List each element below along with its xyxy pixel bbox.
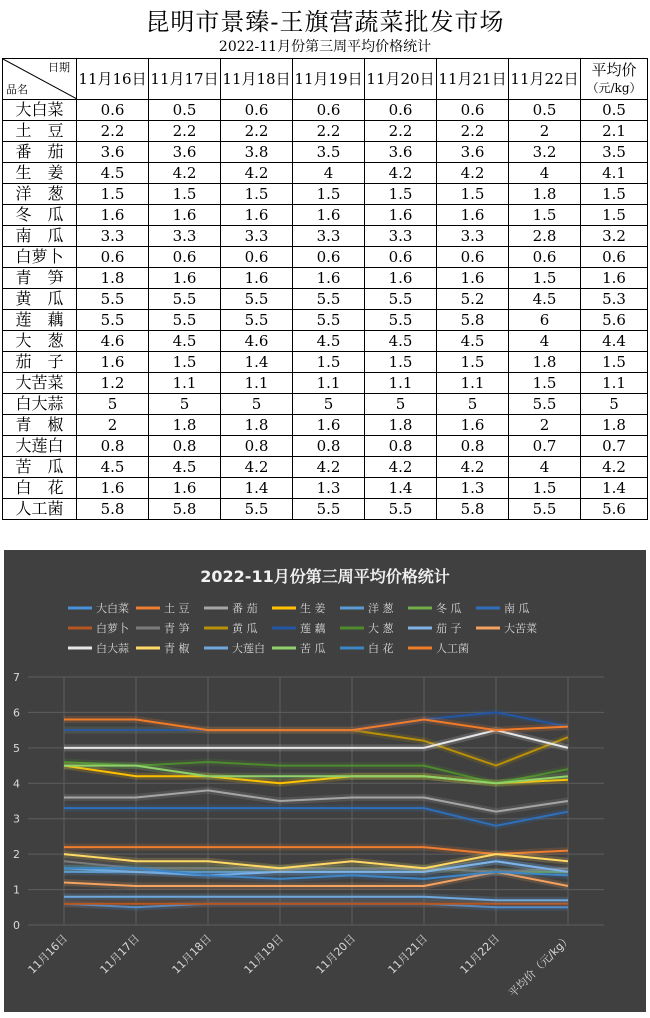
price-cell: 4.6 [77,331,149,352]
price-cell: 4.5 [365,331,437,352]
table-row [3,289,648,310]
product-name-cell: 大莲白 [3,436,77,457]
product-name-cell: 青 椒 [3,415,77,436]
price-cell: 3.8 [221,142,293,163]
product-name-cell: 黄 瓜 [3,289,77,310]
page-title: 昆明市景臻-王旗营蔬菜批发市场 [145,8,505,36]
product-name-cell: 土 豆 [3,121,77,142]
legend-label: 黄 瓜 [232,622,258,635]
price-cell: 1.6 [293,268,365,289]
average-price-cell: 4.2 [581,457,648,478]
price-cell: 1.6 [77,478,149,499]
price-cell: 0.8 [221,436,293,457]
column-header: 11月17日 [149,59,221,100]
price-cell: 0.6 [77,100,149,121]
price-cell: 0.6 [221,247,293,268]
price-cell: 1.5 [365,184,437,205]
price-cell: 4.6 [221,331,293,352]
legend-label: 苦 瓜 [300,642,326,655]
average-price-cell: 1.5 [581,352,648,373]
table-row [3,331,648,352]
column-header: 11月19日 [293,59,365,100]
price-cell: 0.8 [293,436,365,457]
product-name-cell: 苦 瓜 [3,457,77,478]
price-cell: 1.5 [437,184,509,205]
average-price-cell: 1.6 [581,268,648,289]
y-tick-label: 7 [13,671,20,684]
price-cell: 5.8 [437,310,509,331]
corner-date-label: 日期 [48,61,70,74]
legend-label: 人工菌 [436,642,469,655]
price-cell: 0.6 [293,100,365,121]
table-body [3,100,648,520]
price-cell: 0.5 [509,100,581,121]
price-cell: 2.8 [509,226,581,247]
legend-label: 土 豆 [164,602,190,615]
column-header: 11月21日 [437,59,509,100]
average-price-cell: 3.5 [581,142,648,163]
x-tick-label: 11月22日 [457,931,503,977]
price-cell: 1.6 [437,268,509,289]
legend-label: 大白菜 [96,602,129,615]
price-cell: 0.5 [149,100,221,121]
price-cell: 1.3 [437,478,509,499]
chart-title: 2022-11月份第三周平均价格统计 [200,567,450,586]
price-cell: 4 [509,457,581,478]
price-cell: 5 [365,394,437,415]
legend-label: 青 椒 [164,642,190,655]
table-row [3,310,648,331]
average-price-cell: 5.3 [581,289,648,310]
product-name-cell: 白萝卜 [3,247,77,268]
price-cell: 2.2 [437,121,509,142]
price-cell: 4.2 [221,163,293,184]
x-tick-label: 平均价（元/kg） [506,931,575,1000]
corner-product-label: 品名 [6,83,28,96]
product-name-cell: 洋 葱 [3,184,77,205]
legend-label: 大莲白 [232,642,265,655]
product-name-cell: 茄 子 [3,352,77,373]
price-cell: 5 [221,394,293,415]
average-price-cell: 5.6 [581,310,648,331]
price-cell: 3.3 [437,226,509,247]
average-price-cell: 1.1 [581,373,648,394]
price-cell: 1.1 [365,373,437,394]
price-cell: 1.6 [293,415,365,436]
product-name-cell: 大 葱 [3,331,77,352]
product-name-cell: 白大蒜 [3,394,77,415]
price-cell: 2 [509,415,581,436]
average-price-cell: 5.6 [581,499,648,520]
price-cell: 1.6 [77,205,149,226]
legend-label: 白大蒜 [96,642,129,655]
y-tick-label: 4 [13,777,20,791]
y-tick-label: 6 [13,706,20,720]
column-header: 11月16日 [77,59,149,100]
average-price-cell: 4.1 [581,163,648,184]
average-price-cell: 1.4 [581,478,648,499]
price-cell: 3.5 [293,142,365,163]
price-cell: 1.5 [293,352,365,373]
price-cell: 3.6 [365,142,437,163]
price-cell: 0.8 [149,436,221,457]
price-cell: 4.5 [437,331,509,352]
average-price-cell: 3.2 [581,226,648,247]
price-cell: 5.8 [77,499,149,520]
y-tick-label: 3 [13,812,20,826]
average-price-cell: 1.5 [581,205,648,226]
price-cell: 1.8 [509,184,581,205]
price-cell: 2.2 [221,121,293,142]
price-cell: 5.2 [437,289,509,310]
table-row [3,268,648,289]
legend-label: 冬 瓜 [436,602,462,615]
product-name-cell: 青 笋 [3,268,77,289]
price-cell: 5.5 [77,289,149,310]
price-cell: 1.5 [149,352,221,373]
price-cell: 1.8 [509,352,581,373]
price-cell: 1.5 [509,373,581,394]
table-row [3,373,648,394]
price-cell: 0.6 [437,100,509,121]
price-cell: 1.5 [365,352,437,373]
price-cell: 5.8 [437,499,509,520]
price-cell: 1.8 [149,415,221,436]
price-cell: 3.3 [221,226,293,247]
price-cell: 1.6 [149,478,221,499]
price-cell: 1.4 [365,478,437,499]
price-cell: 0.6 [77,247,149,268]
price-cell: 1.5 [77,184,149,205]
price-cell: 2.2 [77,121,149,142]
price-cell: 4.5 [149,457,221,478]
price-cell: 1.3 [293,478,365,499]
price-cell: 1.5 [149,184,221,205]
price-cell: 1.2 [77,373,149,394]
chart-svg [4,550,646,1012]
price-cell: 5 [293,394,365,415]
price-cell: 5.8 [149,499,221,520]
price-cell: 4.2 [293,457,365,478]
table-row [3,352,648,373]
price-cell: 4.2 [365,457,437,478]
price-cell: 5.5 [365,310,437,331]
price-cell: 4.2 [365,163,437,184]
price-cell: 5.5 [149,310,221,331]
average-column-header [581,59,648,100]
average-price-cell: 2.1 [581,121,648,142]
price-cell: 6 [509,310,581,331]
legend-label: 茄 子 [436,622,462,635]
price-cell: 5.5 [221,289,293,310]
product-name-cell: 大苦菜 [3,373,77,394]
legend-label: 大 葱 [368,622,394,635]
price-cell: 4.5 [77,163,149,184]
column-header: 11月22日 [509,59,581,100]
average-price-cell: 0.5 [581,100,648,121]
average-price-cell: 1.5 [581,184,648,205]
table-row [3,415,648,436]
price-cell: 1.6 [221,205,293,226]
price-cell: 0.6 [149,247,221,268]
price-cell: 0.6 [365,100,437,121]
product-name-cell: 大白菜 [3,100,77,121]
table-row [3,478,648,499]
price-cell: 5 [77,394,149,415]
price-cell: 1.1 [293,373,365,394]
price-cell: 1.6 [77,352,149,373]
price-cell: 1.6 [149,205,221,226]
price-cell: 2.2 [293,121,365,142]
price-cell: 5.5 [509,499,581,520]
table-row [3,100,648,121]
legend-label: 青 笋 [164,622,190,635]
price-cell: 1.4 [221,478,293,499]
price-cell: 4.2 [221,457,293,478]
price-cell: 1.8 [221,415,293,436]
table-row [3,121,648,142]
table-row [3,205,648,226]
product-name-cell: 生 姜 [3,163,77,184]
price-cell: 3.6 [149,142,221,163]
price-cell: 3.3 [293,226,365,247]
table-row [3,247,648,268]
table-row [3,163,648,184]
price-cell: 2 [509,121,581,142]
price-cell: 4 [509,331,581,352]
price-cell: 5.5 [149,289,221,310]
average-header-line1: 平均价 [591,61,637,79]
legend-label: 大苦菜 [504,622,537,635]
price-cell: 1.5 [221,184,293,205]
legend-label: 南 瓜 [504,602,530,615]
price-cell: 1.6 [437,415,509,436]
price-cell: 4.5 [77,457,149,478]
price-cell: 4.2 [437,457,509,478]
price-cell: 0.8 [365,436,437,457]
price-cell: 1.6 [149,268,221,289]
price-cell: 3.3 [77,226,149,247]
average-price-cell: 1.8 [581,415,648,436]
price-cell: 4 [293,163,365,184]
price-cell: 1.5 [437,352,509,373]
price-cell: 0.6 [221,100,293,121]
price-cell: 1.4 [221,352,293,373]
price-cell: 4.5 [149,331,221,352]
price-cell: 1.1 [221,373,293,394]
x-tick-label: 11月19日 [241,931,287,977]
line-chart [4,550,646,1012]
table-row [3,457,648,478]
corner-header [3,59,77,100]
product-name-cell: 番 茄 [3,142,77,163]
average-price-cell: 5 [581,394,648,415]
column-header: 11月20日 [365,59,437,100]
product-name-cell: 莲 藕 [3,310,77,331]
price-cell: 4.2 [149,163,221,184]
price-cell: 4.5 [509,289,581,310]
x-tick-label: 11月21日 [385,931,431,977]
price-cell: 5.5 [365,289,437,310]
table-row [3,142,648,163]
price-cell: 0.8 [77,436,149,457]
price-cell: 5.5 [77,310,149,331]
price-cell: 5.5 [221,310,293,331]
table-row [3,226,648,247]
legend-label: 莲 藕 [300,622,326,635]
price-cell: 0.6 [509,247,581,268]
price-table [2,58,648,520]
price-cell: 1.5 [509,478,581,499]
price-cell: 1.1 [149,373,221,394]
price-cell: 4.2 [437,163,509,184]
y-tick-label: 1 [13,883,20,897]
legend-label: 生 姜 [300,602,326,615]
average-price-cell: 0.6 [581,247,648,268]
price-cell: 1.8 [365,415,437,436]
price-cell: 1.6 [437,205,509,226]
x-tick-label: 11月16日 [25,931,71,977]
y-tick-label: 5 [13,741,20,755]
price-cell: 5.5 [221,499,293,520]
price-cell: 1.5 [509,205,581,226]
table-row [3,184,648,205]
price-cell: 1.6 [365,268,437,289]
price-cell: 0.6 [293,247,365,268]
price-cell: 1.6 [293,205,365,226]
price-cell: 3.6 [77,142,149,163]
product-name-cell: 人工菌 [3,499,77,520]
price-cell: 5.5 [365,499,437,520]
column-header: 11月18日 [221,59,293,100]
price-cell: 1.6 [365,205,437,226]
table-row [3,436,648,457]
y-tick-label: 2 [13,848,20,862]
price-cell: 3.3 [149,226,221,247]
price-cell: 5.5 [509,394,581,415]
price-cell: 3.2 [509,142,581,163]
price-cell: 1.5 [293,184,365,205]
price-cell: 2.2 [149,121,221,142]
average-header-line2: （元/kg） [586,81,642,95]
price-cell: 0.6 [365,247,437,268]
price-cell: 0.8 [437,436,509,457]
price-cell: 3.3 [365,226,437,247]
price-cell: 5.5 [293,289,365,310]
price-cell: 5 [437,394,509,415]
price-cell: 2 [77,415,149,436]
price-cell: 1.6 [221,268,293,289]
average-price-cell: 4.4 [581,331,648,352]
page-subtitle: 2022-11月份第三周平均价格统计 [218,39,432,55]
price-cell: 1.5 [509,268,581,289]
table-header-row [3,59,648,100]
legend-label: 白 花 [368,642,394,655]
price-cell: 3.6 [437,142,509,163]
price-cell: 1.8 [77,268,149,289]
table-row [3,394,648,415]
price-cell: 5 [149,394,221,415]
price-cell: 4 [509,163,581,184]
product-name-cell: 白 花 [3,478,77,499]
price-cell: 0.7 [509,436,581,457]
x-tick-label: 11月18日 [169,931,215,977]
legend-label: 洋 葱 [368,602,394,615]
legend-label: 白萝卜 [96,622,129,635]
price-cell: 1.1 [437,373,509,394]
price-cell: 4.5 [293,331,365,352]
y-tick-label: 0 [13,919,20,932]
x-tick-label: 11月17日 [97,931,143,977]
product-name-cell: 冬 瓜 [3,205,77,226]
price-cell: 5.5 [293,499,365,520]
price-cell: 0.6 [437,247,509,268]
average-price-cell: 0.7 [581,436,648,457]
table-row [3,499,648,520]
legend-label: 番 茄 [232,602,258,615]
price-cell: 5.5 [293,310,365,331]
price-cell: 2.2 [365,121,437,142]
x-tick-label: 11月20日 [313,931,359,977]
product-name-cell: 南 瓜 [3,226,77,247]
